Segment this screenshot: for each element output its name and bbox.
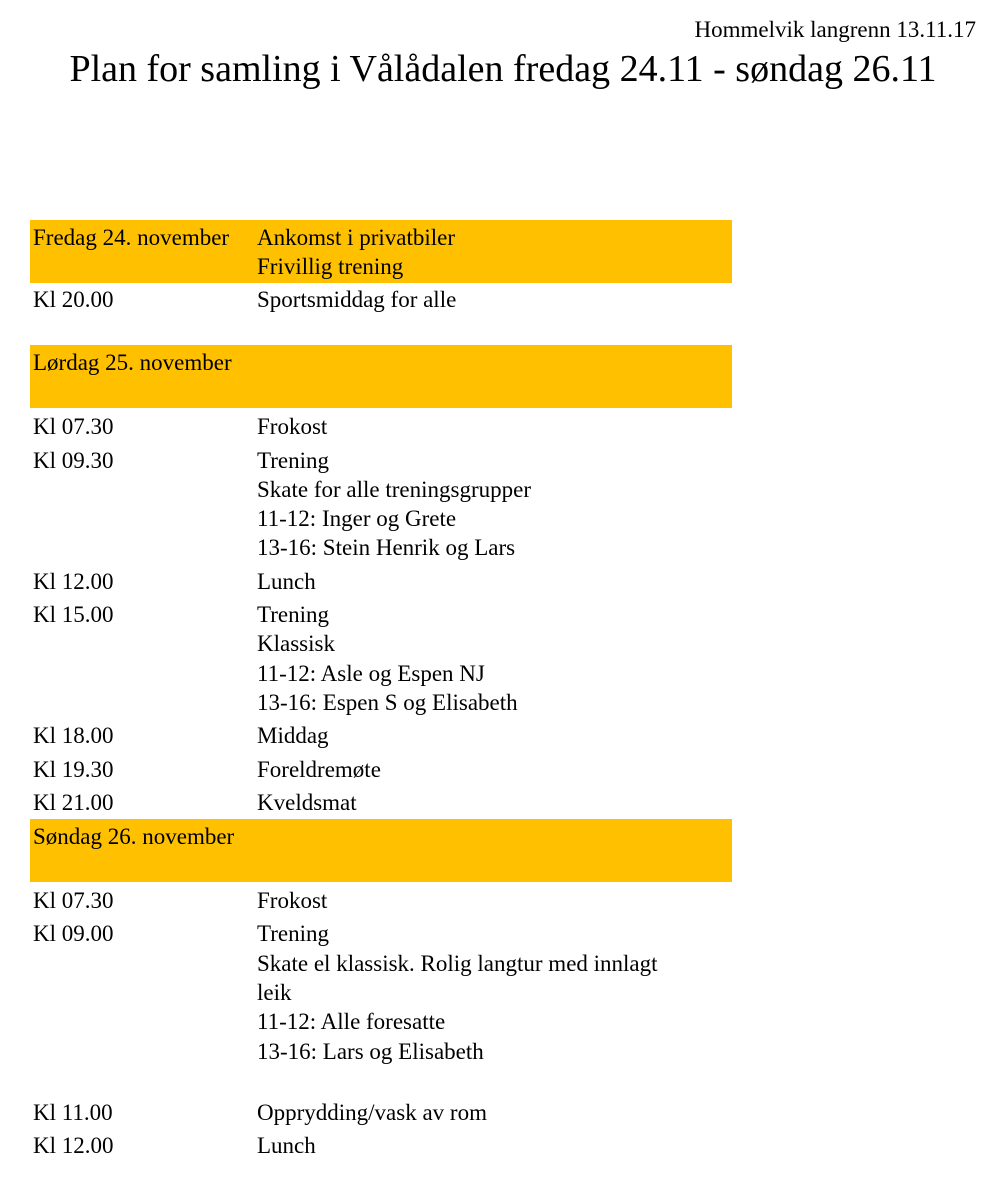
- entry-activity: [257, 412, 732, 441]
- entry-line: Klassisk: [257, 631, 335, 657]
- schedule-row: [30, 1096, 732, 1129]
- entry-time: Kl 12.00: [33, 1133, 114, 1159]
- day-header-saturday: [30, 345, 732, 408]
- entry-line: Opprydding/vask av rom: [257, 1099, 487, 1125]
- entry-time: Kl 11.00: [33, 1099, 113, 1125]
- schedule-row: [30, 786, 732, 819]
- day-header-sunday: [30, 819, 732, 882]
- entry-activity: [257, 567, 732, 596]
- schedule-row: [30, 410, 732, 443]
- day-notes: [257, 223, 732, 282]
- entry-time: Kl 18.00: [33, 723, 114, 749]
- schedule-row: [30, 719, 732, 752]
- entry-time: Kl 19.30: [33, 756, 114, 782]
- entry-line: Skate for alle treningsgrupper: [257, 476, 531, 502]
- schedule-row: [30, 753, 732, 786]
- entry-time: Kl 09.30: [33, 447, 114, 473]
- entry-line: 13-16: Lars og Elisabeth: [257, 1038, 484, 1064]
- entry-line: Lunch: [257, 568, 316, 594]
- entry-line: Trening: [257, 921, 329, 947]
- page-title: Plan for samling i Vålådalen fredag 24.11 - søndag 26.11: [69, 48, 937, 90]
- schedule-row: [30, 444, 732, 565]
- entry-activity: [257, 919, 732, 1065]
- entry-line: 13-16: Espen S og Elisabeth: [257, 689, 518, 715]
- entry-activity: [257, 886, 732, 915]
- entry-line: Middag: [257, 723, 329, 749]
- entry-line: 11-12: Inger og Grete: [257, 506, 457, 532]
- entry-line: Trening: [257, 447, 329, 473]
- entry-line: Foreldremøte: [257, 756, 381, 782]
- entry-activity: [257, 285, 732, 314]
- day-label: Fredag 24. november: [33, 225, 230, 250]
- entry-activity: [257, 1131, 732, 1160]
- entry-line: leik: [257, 980, 292, 1006]
- entry-activity: [257, 446, 732, 563]
- entry-time: Kl 20.00: [33, 287, 114, 312]
- entry-activity: [257, 755, 732, 784]
- entry-line: 11-12: Asle og Espen NJ: [257, 660, 485, 686]
- entry-line: 11-12: Alle foresatte: [257, 1009, 446, 1035]
- entry-activity: [257, 788, 732, 817]
- entry-line: Skate el klassisk. Rolig langtur med innlagt: [257, 950, 658, 976]
- schedule-row: [30, 884, 732, 917]
- entry-time: Kl 12.00: [33, 568, 114, 594]
- schedule-row: [30, 283, 732, 316]
- schedule-row: [30, 917, 732, 1067]
- schedule-row: [30, 598, 732, 719]
- entry-time: Kl 09.00: [33, 921, 114, 947]
- entry-line: 13-16: Stein Henrik og Lars: [257, 535, 516, 561]
- day-label: Søndag 26. november: [33, 824, 235, 850]
- entry-time: Kl 07.30: [33, 414, 114, 440]
- day-note: Frivillig trening: [257, 254, 404, 280]
- header-org-date: Hommelvik langrenn 13.11.17: [694, 17, 976, 42]
- entry-line: Sportsmiddag for alle: [257, 287, 457, 312]
- day-header-friday: [30, 220, 732, 283]
- day-label: Lørdag 25. november: [33, 350, 232, 376]
- entry-line: Kveldsmat: [257, 789, 357, 815]
- entry-time: Kl 15.00: [33, 602, 114, 628]
- entry-activity: [257, 1098, 732, 1127]
- entry-line: Lunch: [257, 1133, 316, 1159]
- entry-time: Kl 21.00: [33, 789, 114, 815]
- entry-line: Trening: [257, 602, 329, 628]
- schedule-row: [30, 565, 732, 598]
- entry-line: Frokost: [257, 414, 328, 440]
- entry-time: Kl 07.30: [33, 888, 114, 914]
- day-note: Ankomst i privatbiler: [257, 225, 456, 250]
- schedule-table: [30, 220, 732, 1163]
- schedule-row: [30, 1129, 732, 1162]
- entry-activity: [257, 600, 732, 717]
- entry-line: Frokost: [257, 888, 328, 914]
- entry-activity: [257, 721, 732, 750]
